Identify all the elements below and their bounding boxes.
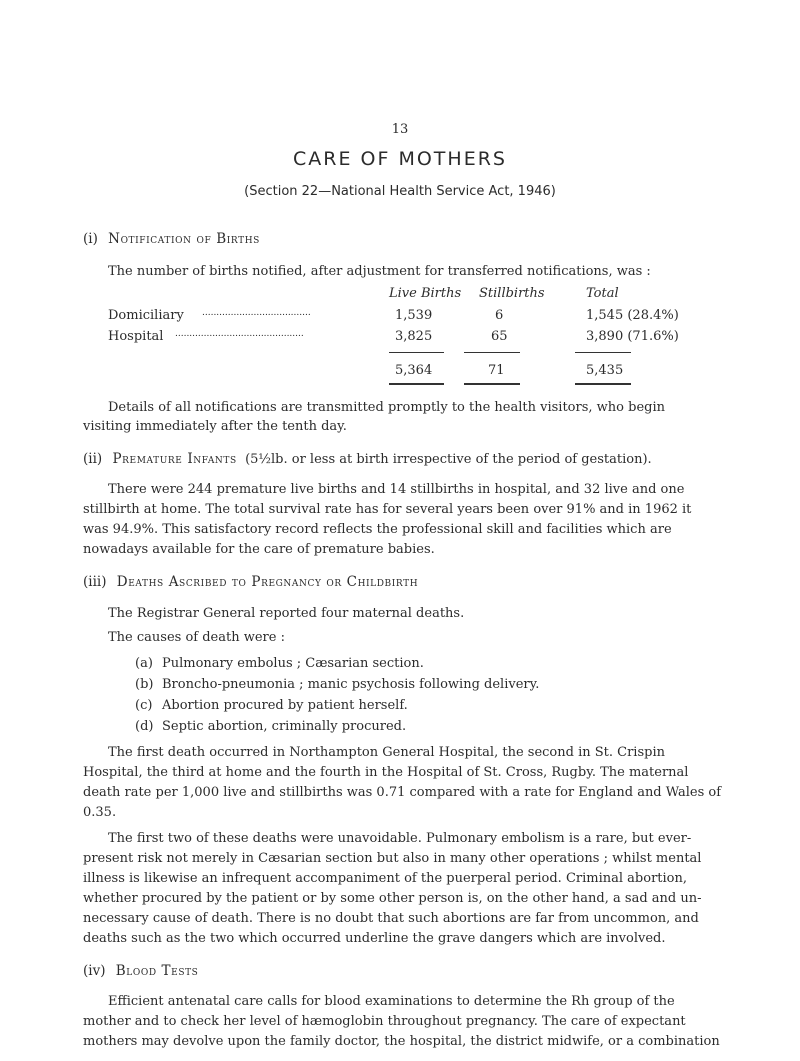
section-heading-blood-tests xyxy=(83,963,198,979)
double-rule-live xyxy=(389,383,444,385)
list-item-label: (d) xyxy=(135,719,154,734)
unavoidable-line2: present risk not merely in Cæsarian section but also in many other operations ; whilst mental xyxy=(83,851,702,866)
list-item-text: Abortion procured by patient herself. xyxy=(162,698,408,713)
list-item-text: Pulmonary embolus ; Cæsarian section. xyxy=(162,656,424,671)
row-leader-dots: ...................................... xyxy=(202,308,311,318)
section-heading-deaths xyxy=(83,574,418,590)
row-label: Hospital xyxy=(108,329,164,344)
section-number: (i) xyxy=(83,231,98,247)
list-item xyxy=(135,677,539,692)
details-text-line1: Details of all notifications are transmitted promptly to the health visitors, who begin xyxy=(108,400,665,415)
table-header-still: Stillbirths xyxy=(479,286,545,301)
premature-text-line1: There were 244 premature live births and 14 stillbirths in hospital, and 32 live and one xyxy=(108,482,685,497)
row-label: Domiciliary xyxy=(108,308,184,323)
list-item xyxy=(135,719,406,734)
first-death-line4: 0.35. xyxy=(83,805,117,820)
row-total: 1,545 (28.4%) xyxy=(586,308,679,323)
list-item-text: Septic abortion, criminally procured. xyxy=(162,719,407,734)
unavoidable-line6: deaths such as the two which occurred underline the grave dangers which are involved. xyxy=(83,931,666,946)
table-header-total: Total xyxy=(586,286,619,301)
first-death-line2: Hospital, the third at home and the fourth in the Hospital of St. Cross, Rugby. The maternal xyxy=(83,765,689,780)
row-live: 3,825 xyxy=(395,329,433,344)
details-text-line2: visiting immediately after the tenth day. xyxy=(83,419,347,434)
section-heading-premature xyxy=(83,451,652,467)
section-title: Blood Tests xyxy=(115,963,199,979)
sum-rule-still xyxy=(464,352,520,353)
section-number: (iv) xyxy=(83,963,106,979)
unavoidable-line3: illness is likewise an infrequent accompaniment of the puerperal period. Criminal abortion, xyxy=(83,871,687,886)
list-item xyxy=(135,698,408,713)
section-heading-notification xyxy=(83,231,260,247)
page-title: CARE OF MOTHERS xyxy=(293,148,507,170)
row-live: 1,539 xyxy=(395,308,433,323)
total-live: 5,364 xyxy=(395,363,433,378)
row-leader-dots: ............................................. xyxy=(175,329,304,339)
unavoidable-line1: The first two of these deaths were unavoidable. Pulmonary embolism is a rare, but ever- xyxy=(108,831,692,846)
row-total: 3,890 (71.6%) xyxy=(586,329,679,344)
premature-text-line3: was 94.9%. This satisfactory record reflects the professional skill and facilities which are xyxy=(83,522,672,537)
premature-text-line2: stillbirth at home. The total survival rate has for several years been over 91% and in 1962 it xyxy=(83,502,692,517)
section-note: (5½lb. or less at birth irrespective of the period of gestation). xyxy=(245,452,652,467)
sum-rule-total xyxy=(575,352,631,353)
double-rule-still xyxy=(464,383,520,385)
section-title: Premature Infants xyxy=(112,451,237,467)
first-death-line1: The first death occurred in Northampton General Hospital, the second in St. Crispin xyxy=(108,745,665,760)
total-still: 71 xyxy=(488,363,505,378)
section-number: (ii) xyxy=(83,451,103,467)
first-death-line3: death rate per 1,000 live and stillbirths was 0.71 compared with a rate for England and Wales of xyxy=(83,785,722,800)
blood-tests-line1: Efficient antenatal care calls for blood examinations to determine the Rh group of the xyxy=(108,994,675,1009)
section-title: Deaths Ascribed to Pregnancy or Childbirth xyxy=(116,574,419,590)
list-item xyxy=(135,656,424,671)
blood-tests-line2: mother and to check her level of hæmoglobin throughout pregnancy. The care of expectant xyxy=(83,1014,686,1029)
section-title: Notification of Births xyxy=(108,231,260,247)
row-still: 6 xyxy=(495,308,504,323)
unavoidable-line5: necessary cause of death. There is no doubt that such abortions are far from uncommon, and xyxy=(83,911,699,926)
premature-text-line4: nowadays available for the care of premature babies. xyxy=(83,542,435,557)
sum-rule-live xyxy=(389,352,444,353)
list-item-label: (b) xyxy=(135,677,154,692)
total-total: 5,435 xyxy=(586,363,624,378)
causes-intro: The causes of death were : xyxy=(108,630,285,645)
table-header-live: Live Births xyxy=(389,286,462,301)
list-item-text: Broncho-pneumonia ; manic psychosis following delivery. xyxy=(162,677,540,692)
double-rule-total xyxy=(575,383,631,385)
blood-tests-line3: mothers may devolve upon the family doctor, the hospital, the district midwife, or a combination xyxy=(83,1034,720,1049)
list-item-label: (a) xyxy=(135,656,153,671)
row-still: 65 xyxy=(491,329,508,344)
section-number: (iii) xyxy=(83,574,107,590)
unavoidable-line4: whether procured by the patient or by some other person is, on the other hand, a sad and un- xyxy=(83,891,702,906)
page-subtitle: (Section 22—National Health Service Act, 1946) xyxy=(244,184,556,199)
page-number: 13 xyxy=(391,122,409,137)
list-item-label: (c) xyxy=(135,698,153,713)
intro-text: The number of births notified, after adjustment for transferred notifications, was : xyxy=(108,264,651,279)
registrar-text: The Registrar General reported four maternal deaths. xyxy=(108,606,465,621)
